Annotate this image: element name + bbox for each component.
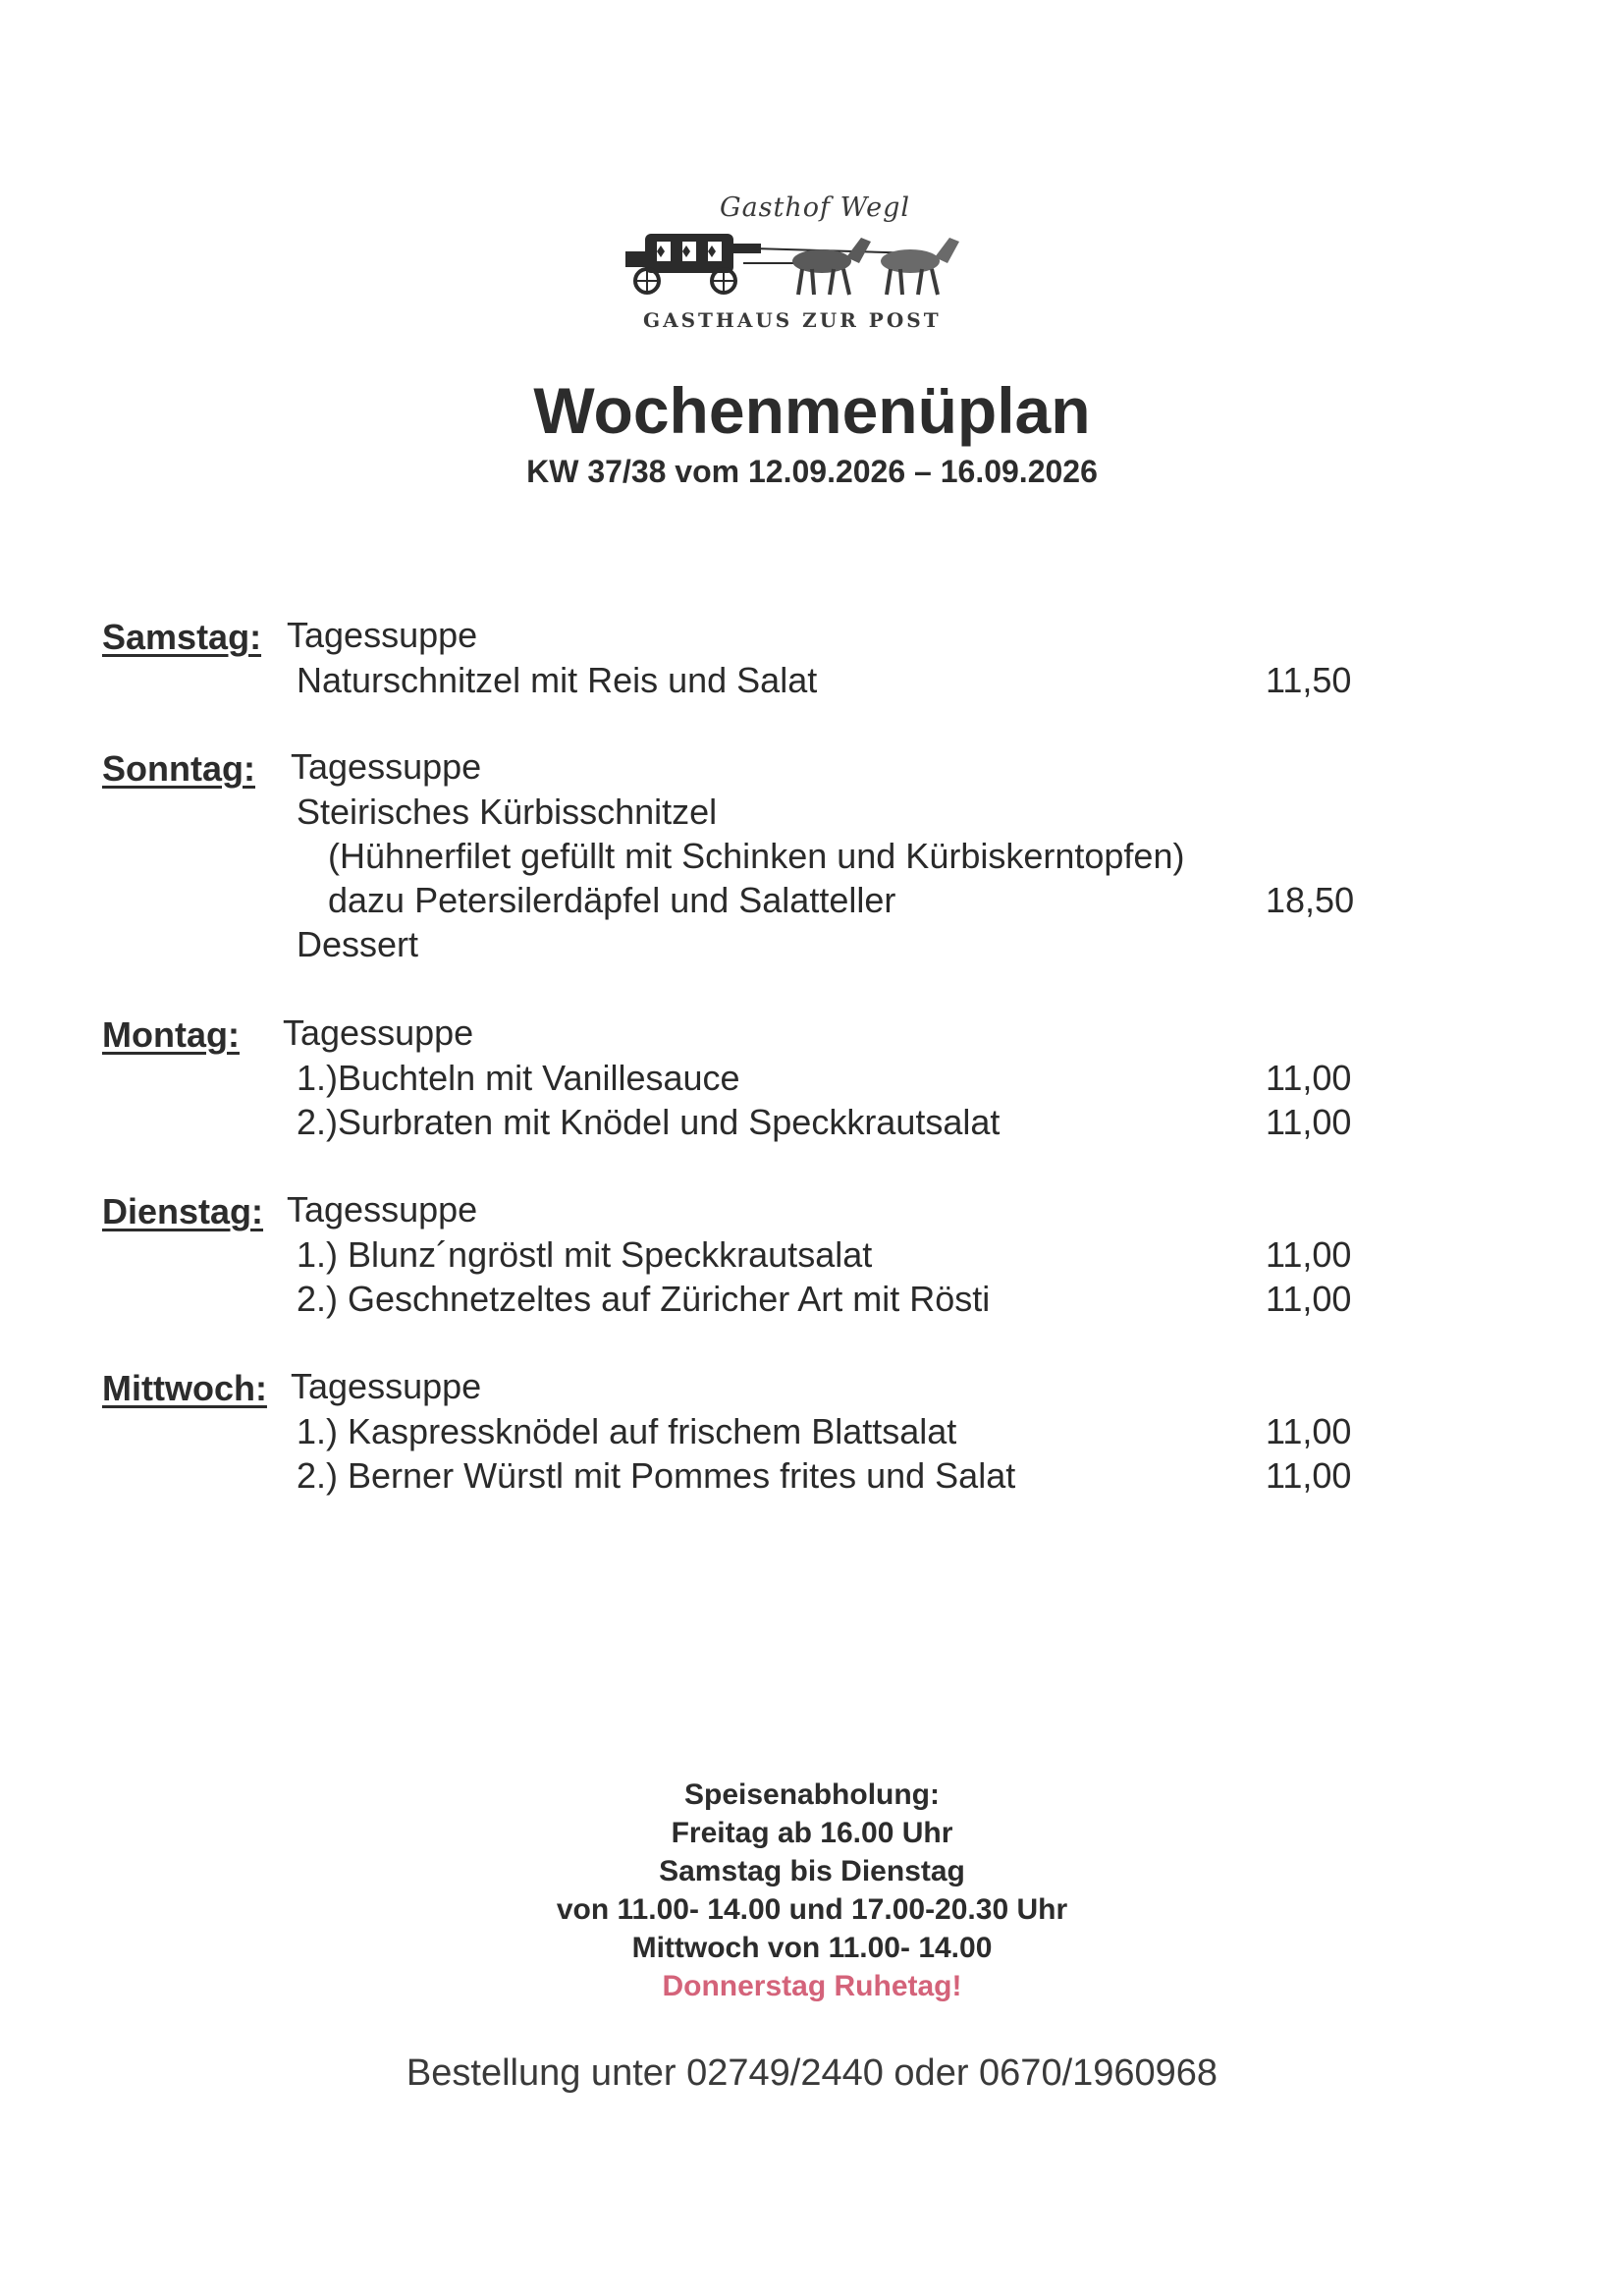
pickup-line: Samstag bis Dienstag xyxy=(659,1855,965,1887)
menu-line: 1.) Kaspressknödel auf frischem Blattsalat xyxy=(297,1411,957,1451)
closed-day-notice: Donnerstag Ruhetag! xyxy=(662,1970,962,2002)
logo-name-text: GASTHAUS ZUR POST xyxy=(643,308,942,332)
menu-line: 1.) Blunz´ngröstl mit Speckkrautsalat xyxy=(297,1234,873,1275)
week-subtitle: KW 37/38 vom 12.09.2026 – 16.09.2026 xyxy=(526,454,1098,489)
menu-price: 11,50 xyxy=(1266,660,1352,700)
restaurant-logo xyxy=(614,185,1026,342)
menu-line: Tagessuppe xyxy=(291,1366,482,1406)
pickup-line: von 11.00- 14.00 und 17.00-20.30 Uhr xyxy=(556,1893,1068,1926)
menu-price: 11,00 xyxy=(1266,1234,1352,1275)
order-phone-line: Bestellung unter 02749/2440 oder 0670/1960968 xyxy=(406,2052,1218,2094)
menu-price: 18,50 xyxy=(1266,880,1355,920)
menu-line: Naturschnitzel mit Reis und Salat xyxy=(297,660,818,700)
day-label-monday: Montag: xyxy=(102,1014,240,1055)
menu-line: dazu Petersilerdäpfel und Salatteller xyxy=(328,880,896,920)
menu-line: Tagessuppe xyxy=(287,1189,478,1230)
pickup-line: Mittwoch von 11.00- 14.00 xyxy=(631,1932,993,1964)
menu-line: Dessert xyxy=(297,924,419,964)
day-label-tuesday: Dienstag: xyxy=(102,1191,264,1231)
day-label-sunday: Sonntag: xyxy=(102,748,255,789)
menu-line: Tagessuppe xyxy=(283,1012,474,1053)
menu-price: 11,00 xyxy=(1266,1102,1352,1142)
day-label-saturday: Samstag: xyxy=(102,617,262,657)
page-title: Wochenmenüplan xyxy=(533,374,1091,447)
menu-line: 2.) Berner Würstl mit Pommes frites und Salat xyxy=(297,1455,1016,1496)
menu-price: 11,00 xyxy=(1266,1058,1352,1098)
day-label-wednesday: Mittwoch: xyxy=(102,1368,267,1408)
menu-line: 1.)Buchteln mit Vanillesauce xyxy=(297,1058,740,1098)
menu-line: Tagessuppe xyxy=(287,615,478,655)
menu-line: 2.) Geschnetzeltes auf Züricher Art mit Rösti xyxy=(297,1279,991,1319)
logo-script-text: Gasthof Wegl xyxy=(720,192,911,223)
pickup-heading: Speisenabholung: xyxy=(683,1778,940,1811)
menu-price: 11,00 xyxy=(1266,1411,1352,1451)
carriage-horses-illustration xyxy=(625,224,999,302)
pickup-info xyxy=(0,1776,1624,2005)
menu-line: Tagessuppe xyxy=(291,746,482,787)
menu-line: (Hühnerfilet gefüllt mit Schinken und Kürbiskerntopfen) xyxy=(328,836,1185,876)
menu-price: 11,00 xyxy=(1266,1455,1352,1496)
menu-line: 2.)Surbraten mit Knödel und Speckkrautsalat xyxy=(297,1102,1001,1142)
menu-price: 11,00 xyxy=(1266,1279,1352,1319)
pickup-line: Freitag ab 16.00 Uhr xyxy=(671,1817,953,1849)
menu-line: Steirisches Kürbisschnitzel xyxy=(297,792,718,832)
